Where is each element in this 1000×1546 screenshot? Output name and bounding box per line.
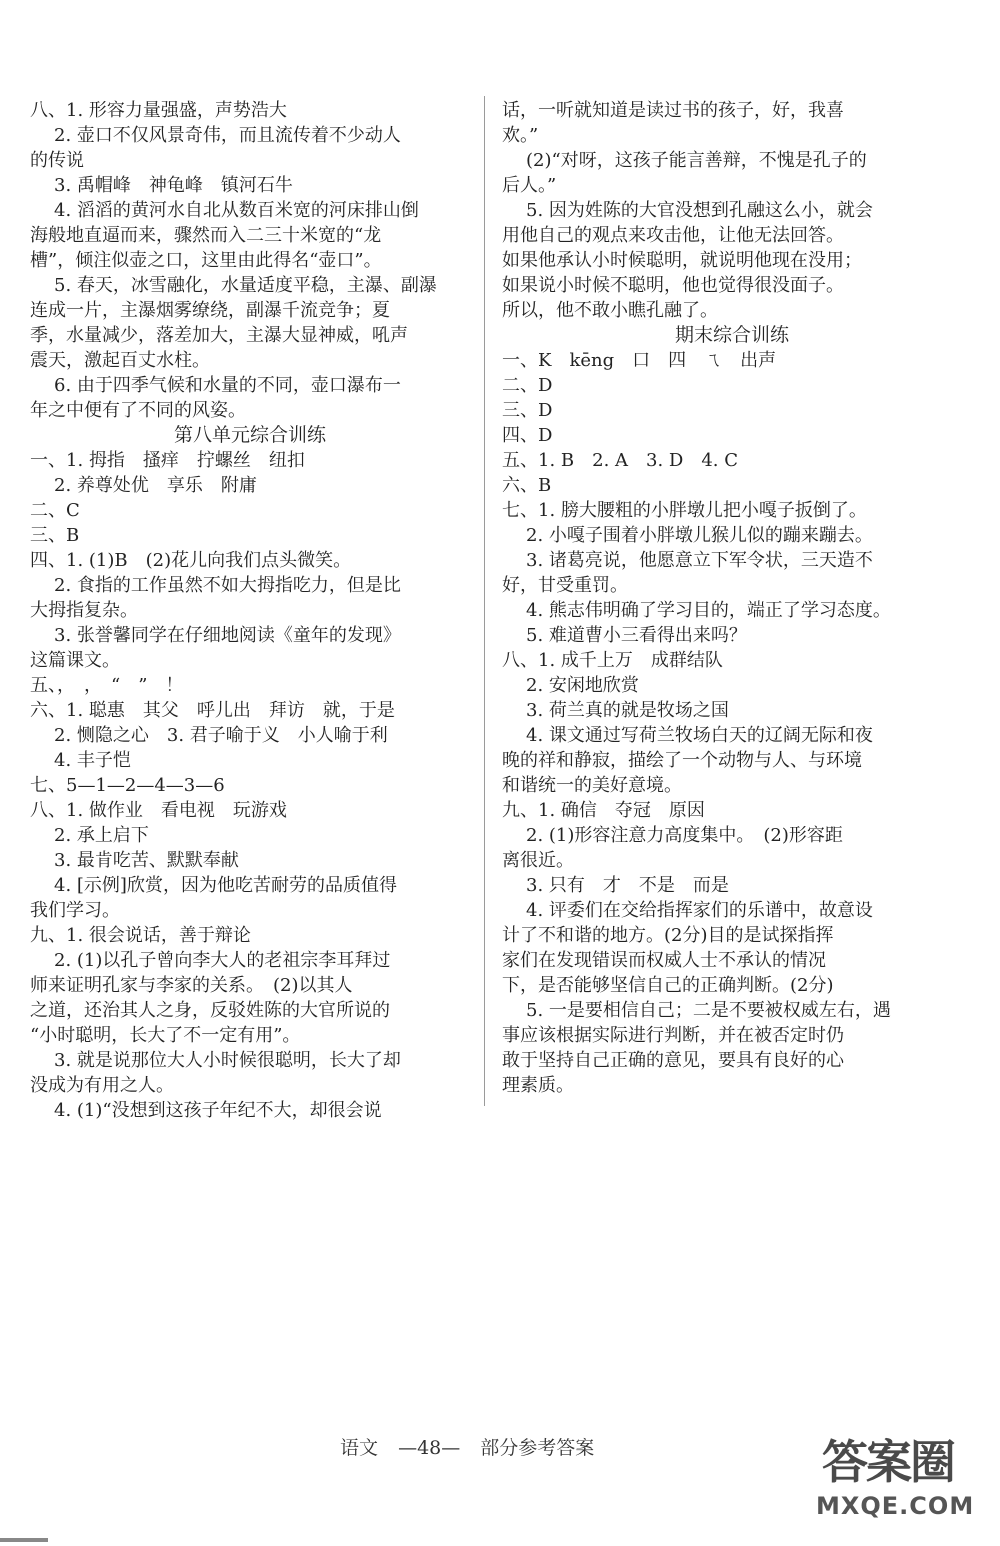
answer-line: 三、B [30, 525, 80, 546]
answer-line: 一、K kēng 口 四 ㄟ 出声 [502, 350, 777, 371]
answer-line: 3. 荷兰真的就是牧场之国 [526, 700, 729, 721]
page-footer [340, 1433, 608, 1460]
answer-line: 2. 恻隐之心 3. 君子喻于义 小人喻于利 [54, 725, 388, 746]
answer-line: 4. 滔滔的黄河水自北从数百米宽的河床排山倒 [54, 200, 419, 221]
answer-line: 2. 小嘎子围着小胖墩儿猴儿似的蹦来蹦去。 [526, 525, 873, 546]
answer-line: 我们学习。 [30, 900, 120, 921]
answer-line: 3. 就是说那位大人小时候很聪明，长大了却 [54, 1050, 401, 1071]
answer-line: 5. 因为姓陈的大官没想到孔融这么小，就会 [526, 200, 873, 221]
answer-line: 3. 最肯吃苦、默默奉献 [54, 850, 239, 871]
answer-line: 如果说小时候不聪明，他也觉得很没面子。 [502, 275, 844, 296]
section-title: 第八单元综合训练 [173, 424, 326, 446]
answer-line: 九、1. 很会说话，善于辩论 [30, 925, 251, 946]
answer-line: 4. 熊志伟明确了学习目的，端正了学习态度。 [526, 600, 891, 621]
answer-line: 这篇课文。 [30, 650, 120, 671]
watermark-logo [812, 1424, 982, 1532]
left-answer-column [30, 98, 470, 1123]
answer-line: 2. (1)形容注意力高度集中。 (2)形容距 [526, 825, 843, 846]
answer-line: 八、1. 形容力量强盛，声势浩大 [30, 100, 287, 121]
answer-line: 如果他承认小时候聪明，就说明他现在没用； [502, 250, 862, 271]
answer-line: 2. 壶口不仅风景奇伟，而且流传着不少动人 [54, 125, 401, 146]
answer-line: 话，一听就知道是读过书的孩子，好，我喜 [502, 100, 844, 121]
answer-line: 3. 张誉馨同学在仔细地阅读《童年的发现》 [54, 625, 401, 646]
answer-line: 5. 一是要相信自己；二是不要被权威左右，遇 [526, 1000, 891, 1021]
answer-line: 2. 承上启下 [54, 825, 149, 846]
answer-line: 5. 难道曹小三看得出来吗？ [526, 625, 747, 646]
answer-line: 下，是否能够坚信自己的正确判断。(2分) [502, 975, 834, 996]
answer-line: 敢于坚持自己正确的意见，要具有良好的心 [502, 1050, 844, 1071]
answer-line: 3. 禹帽峰 神龟峰 镇河石牛 [54, 175, 293, 196]
answer-line: 七、5—1—2—4—3—6 [30, 775, 225, 796]
answer-line: 欢。” [502, 125, 539, 146]
answer-line: 后人。” [502, 175, 557, 196]
answer-line: 6. 由于四季气候和水量的不同，壶口瀑布一 [54, 375, 401, 396]
answer-line: 年之中便有了不同的风姿。 [30, 400, 246, 421]
answer-line: 离很近。 [502, 850, 574, 871]
answer-line: 九、1. 确信 夺冠 原因 [502, 800, 705, 821]
watermark-logo-mark: 答案圈 [822, 1435, 954, 1489]
answer-line: 师来证明孔家与李家的关系。 (2)以其人 [30, 975, 353, 996]
page-edge-mark [0, 1538, 48, 1542]
answer-line: 3. 只有 才 不是 而是 [526, 875, 729, 896]
answer-line: 六、1. 聪惠 其父 呼儿出 拜访 就，于是 [30, 700, 395, 721]
answer-line: 5. 春天，冰雪融化，水量适度平稳，主瀑、副瀑 [54, 275, 437, 296]
answer-line: 连成一片，主瀑烟雾缭绕，副瀑千流竞争；夏 [30, 300, 390, 321]
footer-subject: 语文 [340, 1437, 379, 1459]
answer-line: 家们在发现错误而权威人士不承认的情况 [502, 950, 826, 971]
column-divider [484, 96, 485, 1106]
answer-line: 2. 食指的工作虽然不如大拇指吃力，但是比 [54, 575, 401, 596]
answer-line: 三、D [502, 400, 553, 421]
answer-line: 七、1. 膀大腰粗的小胖墩儿把小嘎子扳倒了。 [502, 500, 867, 521]
answer-line: 2. (1)以孔子曾向李大人的老祖宗李耳拜过 [54, 950, 391, 971]
answer-line: 3. 诸葛亮说，他愿意立下军令状，三天造不 [526, 550, 873, 571]
answer-line: 所以，他不敢小瞧孔融了。 [502, 300, 718, 321]
answer-line: 六、B [502, 475, 552, 496]
answer-line: 和谐统一的美好意境。 [502, 775, 682, 796]
answer-line: 一、1. 拇指 搔痒 拧螺丝 纽扣 [30, 450, 305, 471]
answer-line: 海般地直逼而来，骤然而入二三十米宽的“龙 [30, 225, 382, 246]
answer-line: 五、， ， “ ” ！ [30, 675, 184, 696]
section-title: 期末综合训练 [674, 324, 789, 346]
answer-line: 四、1. (1)B (2)花儿向我们点头微笑。 [30, 550, 352, 571]
answer-line: 的传说 [30, 150, 84, 171]
answer-line: 五、1. B 2. A 3. D 4. C [502, 450, 739, 471]
answer-line: 计了不和谐的地方。(2分)目的是试探指挥 [502, 925, 834, 946]
watermark-url: MXQE.COM [816, 1492, 975, 1520]
answer-line: 好，甘受重罚。 [502, 575, 628, 596]
answer-line: 理素质。 [502, 1075, 574, 1096]
answer-line: 4. [示例]欣赏，因为他吃苦耐劳的品质值得 [54, 875, 397, 896]
answer-line: “小时聪明，长大了不一定有用”。 [30, 1025, 301, 1046]
answer-line: 震天，激起百丈水柱。 [30, 350, 210, 371]
answer-line: 大拇指复杂。 [30, 600, 138, 621]
answer-line: 4. 课文通过写荷兰牧场白天的辽阔无际和夜 [526, 725, 873, 746]
right-answer-column [502, 98, 962, 1098]
answer-line: 四、D [502, 425, 553, 446]
answer-line: 之道，还治其人之身，反驳姓陈的大官所说的 [30, 1000, 390, 1021]
answer-line: 槽”，倾注似壶之口，这里由此得名“壶口”。 [30, 250, 382, 271]
footer-section: 部分参考答案 [480, 1437, 595, 1459]
answer-line: (2)“对呀，这孩子能言善辩，不愧是孔子的 [526, 150, 867, 171]
answer-line: 2. 养尊处优 享乐 附庸 [54, 475, 257, 496]
answer-line: 晚的祥和静寂，描绘了一个动物与人、与环境 [502, 750, 862, 771]
footer-page-number: —48— [398, 1437, 461, 1459]
answer-line: 4. 丰子恺 [54, 750, 131, 771]
answer-line: 季，水量减少，落差加大，主瀑大显神威，吼声 [30, 325, 408, 346]
answer-line: 4. (1)“没想到这孩子年纪不大，却很会说 [54, 1100, 382, 1121]
answer-line: 二、C [30, 500, 80, 521]
answer-line: 事应该根据实际进行判断，并在被否定时仍 [502, 1025, 844, 1046]
answer-line: 2. 安闲地欣赏 [526, 675, 639, 696]
answer-line: 八、1. 成千上万 成群结队 [502, 650, 723, 671]
answer-line: 没成为有用之人。 [30, 1075, 174, 1096]
answer-line: 用他自己的观点来攻击他，让他无法回答。 [502, 225, 844, 246]
answer-line: 八、1. 做作业 看电视 玩游戏 [30, 800, 287, 821]
answer-line: 二、D [502, 375, 553, 396]
answer-line: 4. 评委们在交给指挥家们的乐谱中，故意设 [526, 900, 873, 921]
